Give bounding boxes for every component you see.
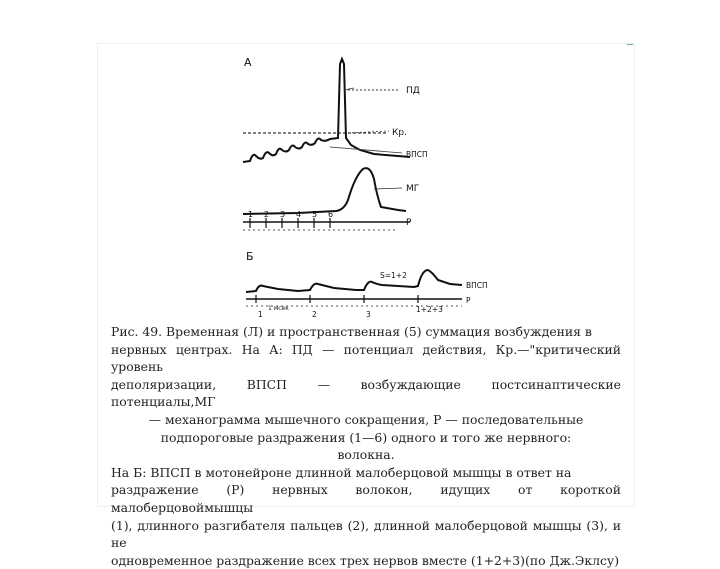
label-p-b: Р xyxy=(466,296,471,305)
stim-number: 4 xyxy=(296,210,302,219)
label-pd: ПД xyxy=(406,86,420,96)
stim-number: 5 xyxy=(312,210,318,219)
label-mg: МГ xyxy=(406,184,420,194)
figure-caption xyxy=(111,323,621,569)
stim-number: 6 xyxy=(328,210,334,219)
stimulation-ticks-a xyxy=(250,218,330,228)
vpsp-trace-b xyxy=(246,270,462,292)
caption-line: раздражение (Р) нервных волокон, идущих от короткой малоберцовоймышцы xyxy=(111,482,621,515)
label-p-a: Р xyxy=(406,218,412,228)
label-n1: 1 xyxy=(258,310,263,319)
caption-line: волокна. xyxy=(337,447,395,463)
label-scale: 1 мсек xyxy=(268,305,289,312)
panel-a-label: А xyxy=(244,56,252,69)
stim-number: 1 xyxy=(248,210,254,219)
panel-b-label: Б xyxy=(246,250,254,263)
label-n3: 3 xyxy=(366,310,371,319)
label-kr: Кр. xyxy=(392,128,407,138)
stim-number: 3 xyxy=(280,210,286,219)
mechanogram-trace xyxy=(243,168,406,214)
label-combo: 1+2+3 xyxy=(416,305,443,314)
label-n2: 2 xyxy=(312,310,317,319)
mg-leader xyxy=(374,188,402,189)
caption-line: На Б: ВПСП в мотонейроне длинной малоберцовой мышцы в ответ на xyxy=(111,464,572,480)
vpsp-trace-a xyxy=(243,59,410,162)
caption-line: — механограмма мышечного сокращения, Р — последовательные xyxy=(148,411,584,427)
caption-line: нервных центрах. На А: ПД — потенциал действия, Кр.—"критический уровень xyxy=(111,341,621,375)
figure-diagram xyxy=(98,44,634,324)
stim-number: 2 xyxy=(264,210,270,219)
slide xyxy=(97,43,635,568)
caption-line: одновременное раздражение всех трех нервов вместе (1+2+3)(по Дж.Эклсу) xyxy=(111,552,620,568)
label-sum: S=1+2 xyxy=(380,271,407,280)
caption-line: подпороговые раздражения (1—6) одного и того же нервного: xyxy=(160,429,572,445)
label-vpsp-b: ВПСП xyxy=(466,281,488,290)
caption-line: деполяризации, ВПСП — возбуждающие постсинаптические потенциалы,МГ xyxy=(111,376,621,410)
caption-line: Рис. 49. Временная (Л) и пространственная (5) суммация возбуждения в xyxy=(111,324,592,339)
corner-mark xyxy=(627,44,633,45)
label-vpsp-a: ВПСП xyxy=(406,150,428,159)
caption-line: (1), длинного разгибателя пальцев (2), длинной малоберцовой мышцы (3), и не xyxy=(111,517,621,551)
